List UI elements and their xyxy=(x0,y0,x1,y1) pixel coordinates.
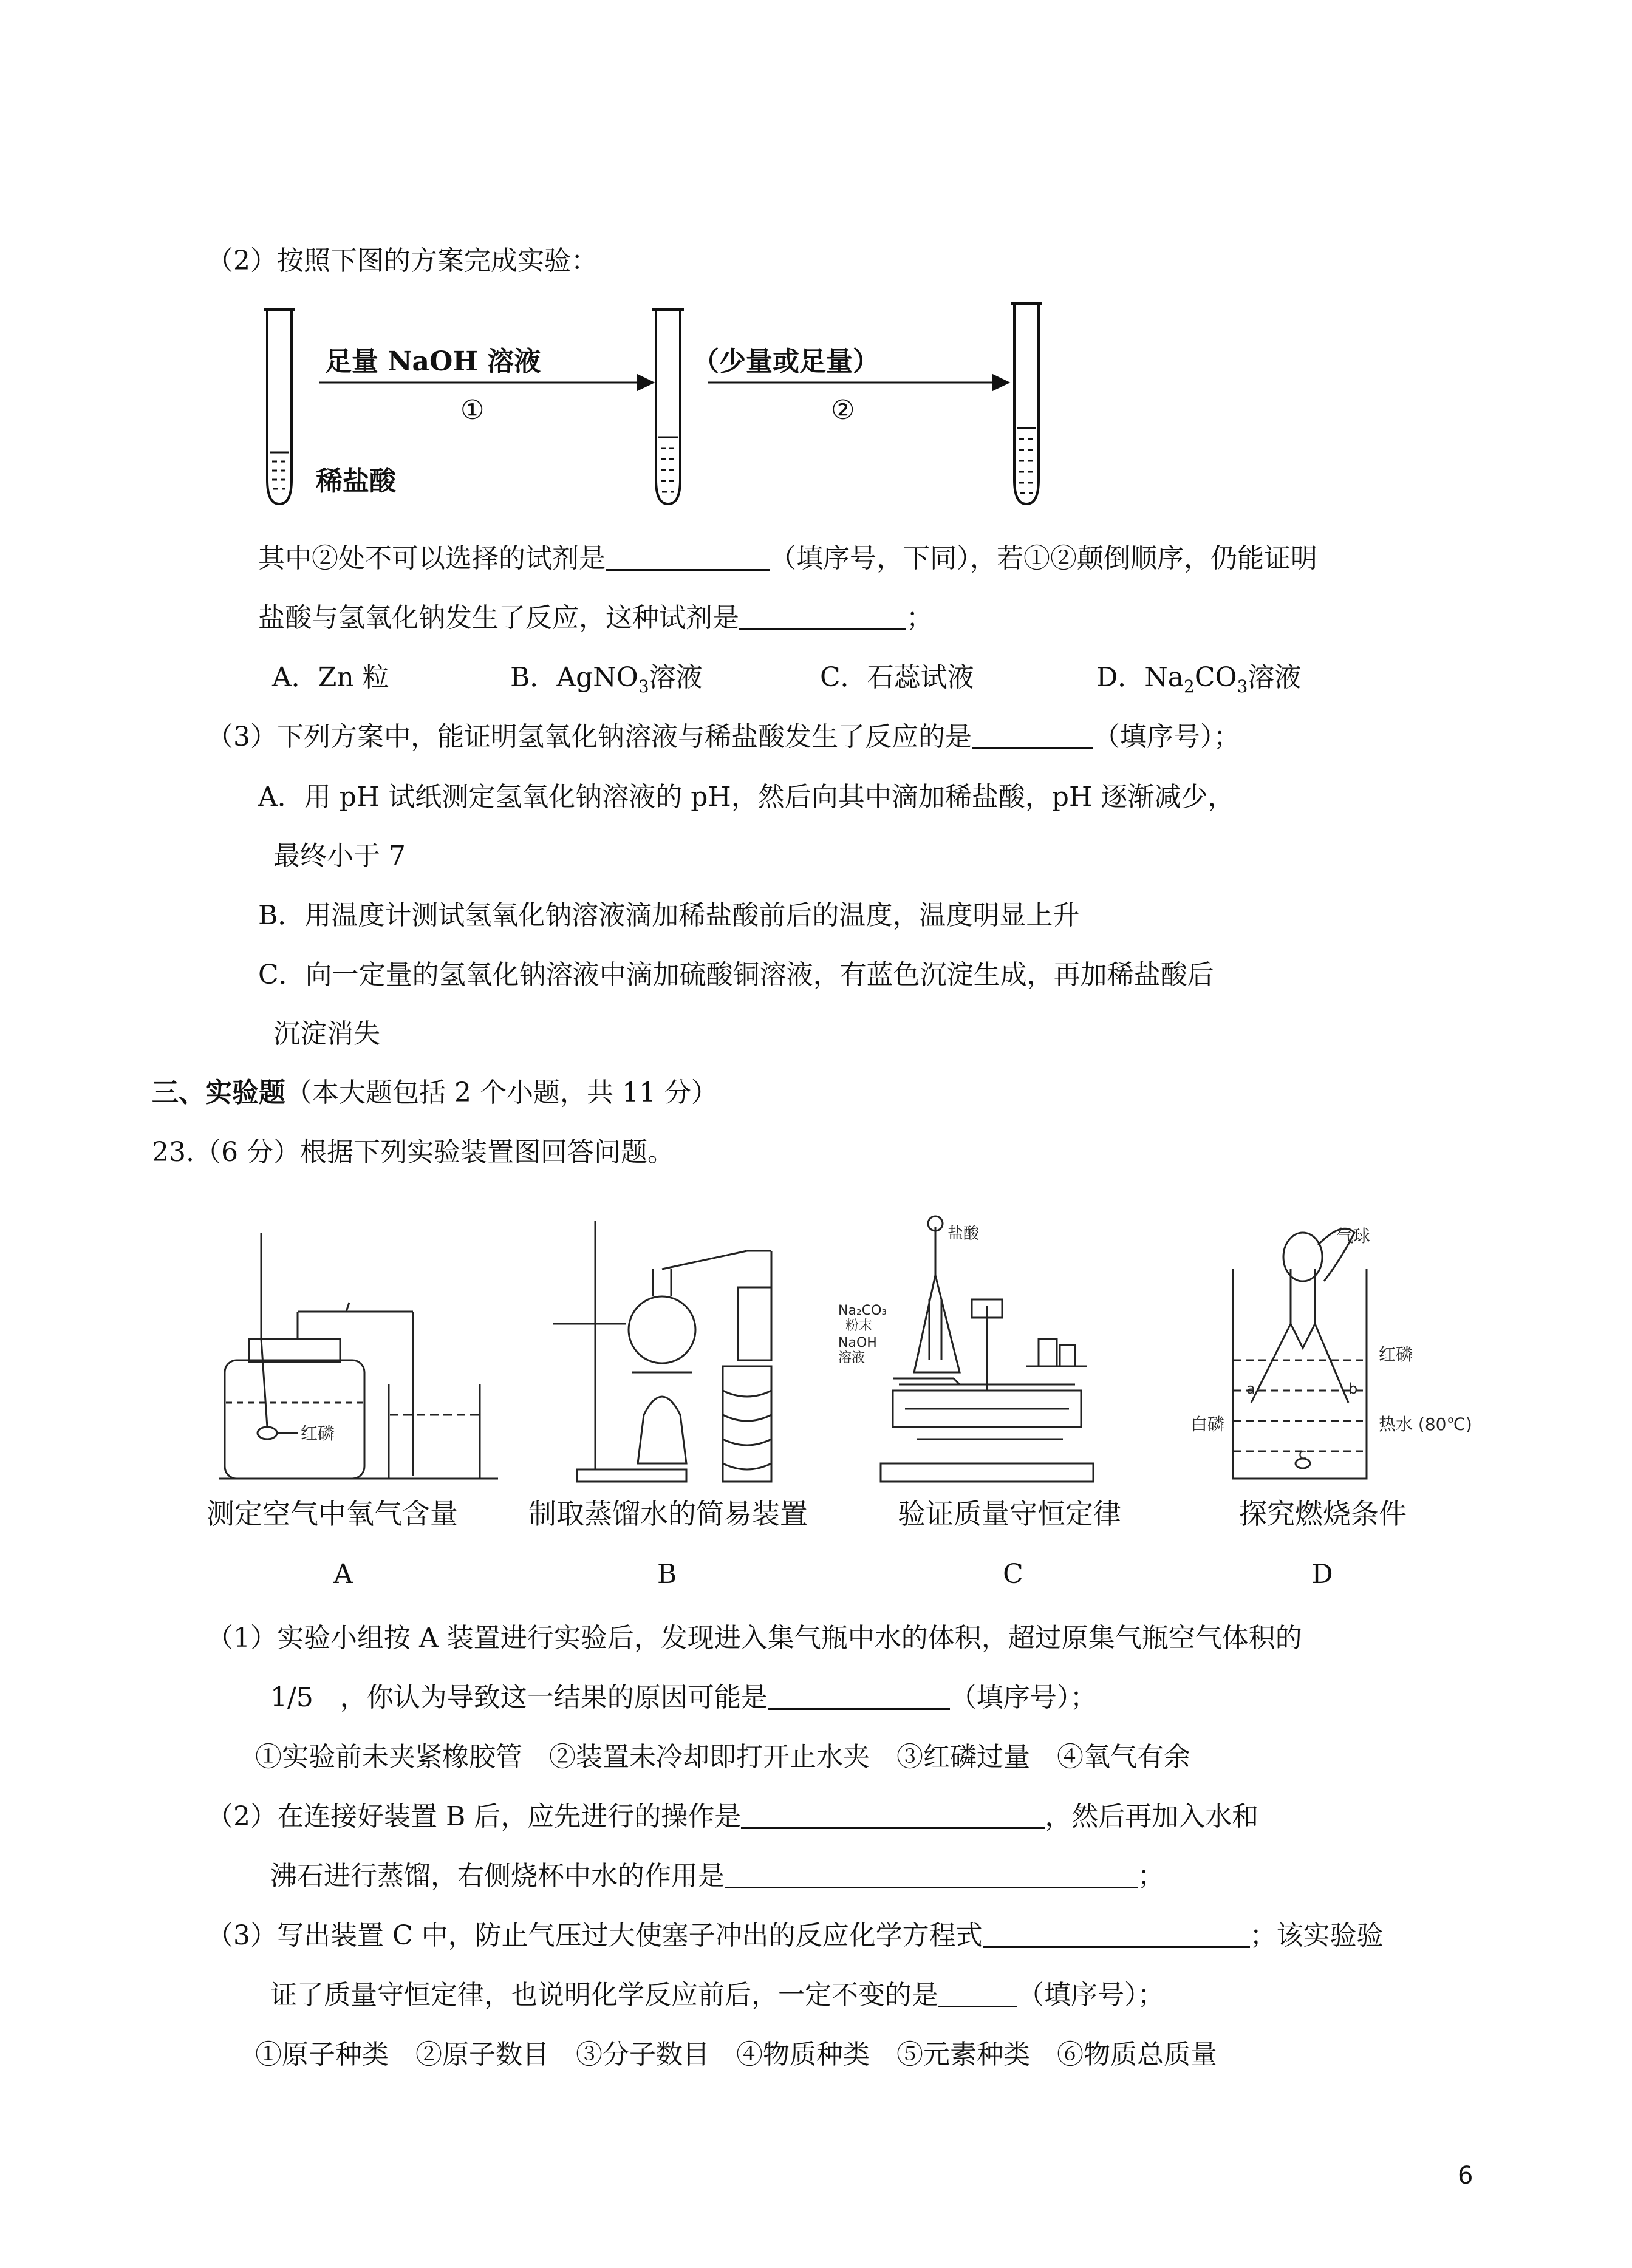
label-d-hot-water: 热水 (80℃) xyxy=(1379,1414,1472,1434)
apparatus-c xyxy=(881,1216,1093,1482)
reagent2-label: （少量或足量） xyxy=(692,346,879,377)
answer-blank[interactable] xyxy=(725,1862,1138,1888)
q23-p3-options: ①原子种类 ②原子数目 ③分子数目 ④物质种类 ⑤元素种类 ⑥物质总质量 xyxy=(255,2039,1217,2070)
caption-c: 验证质量守恒定律 xyxy=(898,1497,1121,1530)
letter-a: A xyxy=(333,1559,353,1590)
q22-part3-c1: C．向一定量的氢氧化钠溶液中滴加硫酸铜溶液，有蓝色沉淀生成，再加稀盐酸后 xyxy=(258,959,1214,990)
test-tube-2 xyxy=(652,310,684,504)
label-c-na2co3: Na₂CO₃ xyxy=(838,1303,887,1318)
step2-label: ② xyxy=(831,395,855,426)
acid-label: 稀盐酸 xyxy=(316,466,396,497)
letter-b: B xyxy=(657,1559,677,1590)
answer-blank[interactable] xyxy=(606,545,770,571)
apparatus-d xyxy=(1233,1228,1367,1479)
q22-part3-c2: 沉淀消失 xyxy=(273,1018,380,1049)
label-a-red-p: 红磷 xyxy=(301,1423,335,1443)
apparatus-figure xyxy=(200,1208,1524,1494)
label-d-a: a xyxy=(1246,1380,1255,1397)
q22-part3-b1: B．用温度计测试氢氧化钠溶液滴加稀盐酸前后的温度，温度明显上升 xyxy=(258,900,1080,931)
label-d-c: c xyxy=(1299,1445,1307,1462)
q23-p1-line2: 1/5 ，你认为导致这一结果的原因可能是 （填序号）； xyxy=(270,1682,1097,1713)
q23-p1-line1: （1）实验小组按 A 装置进行实验后，发现进入集气瓶中水的体积，超过原集气瓶空气体积的 xyxy=(207,1623,1302,1653)
label-d-b: b xyxy=(1348,1380,1358,1397)
option-d: D．$Na_2CO_3$溶液 xyxy=(1096,662,1302,696)
q22-part3-stem: （3）下列方案中，能证明氢氧化钠溶液与稀盐酸发生了反应的是 （填序号）； xyxy=(207,721,1240,752)
q23-p2-line1: （2）在连接好装置 B 后，应先进行的操作是 ，然后再加入水和 xyxy=(207,1801,1259,1832)
test-tube-3 xyxy=(1011,304,1042,504)
answer-blank[interactable] xyxy=(739,604,906,630)
label-c-powder: 粉末 xyxy=(845,1318,873,1333)
label-d-balloon: 气球 xyxy=(1336,1226,1371,1246)
apparatus-b xyxy=(553,1221,771,1482)
reagent1-label: 足量 NaOH 溶液 xyxy=(325,346,541,377)
q23-p3-line2: 证了质量守恒定律，也说明化学反应前后，一定不变的是 （填序号）； xyxy=(270,1980,1164,2011)
section3-heading: 三、实验题（本大题包括 2 个小题，共 11 分） xyxy=(152,1077,718,1108)
label-d-red-p: 红磷 xyxy=(1379,1344,1413,1364)
label-c-solution: 溶液 xyxy=(838,1350,866,1366)
option-c: C．石蕊试液 xyxy=(820,662,974,693)
letter-d: D xyxy=(1311,1559,1333,1590)
step1-label: ① xyxy=(460,395,485,426)
q22-part2-intro: （2）按照下图的方案完成实验： xyxy=(207,245,598,276)
page-number: 6 xyxy=(1458,2162,1473,2190)
q22-part3-a1: A．用 pH 试纸测定氢氧化钠溶液的 pH，然后向其中滴加稀盐酸，pH 逐渐减少， xyxy=(258,782,1235,812)
option-b: B．AgNO$_3$溶液 xyxy=(510,662,703,696)
q22-part2-line1: 其中②处不可以选择的试剂是 （填序号，下同），若①②颠倒顺序，仍能证明 xyxy=(258,543,1317,574)
label-d-white-p: 白磷 xyxy=(1190,1414,1225,1434)
caption-b: 制取蒸馏水的简易装置 xyxy=(528,1497,808,1530)
answer-blank[interactable] xyxy=(741,1803,1045,1829)
answer-blank[interactable] xyxy=(983,1922,1250,1948)
label-c-hcl: 盐酸 xyxy=(947,1225,980,1243)
label-c-naoh: NaOH xyxy=(838,1335,877,1350)
option-a: A．Zn 粒 xyxy=(272,662,389,693)
q23-p3-line1: （3）写出装置 C 中，防止气压过大使塞子冲出的反应化学方程式 ；该实验验 xyxy=(207,1920,1384,1951)
test-tube-1 xyxy=(264,310,295,504)
q23-stem: 23.（6 分）根据下列实验装置图回答问题。 xyxy=(152,1137,674,1168)
answer-blank[interactable] xyxy=(768,1684,950,1710)
q22-part2-line2: 盐酸与氢氧化钠发生了反应，这种试剂是 ； xyxy=(258,602,933,633)
caption-d: 探究燃烧条件 xyxy=(1239,1497,1407,1530)
caption-a: 测定空气中氧气含量 xyxy=(207,1497,458,1530)
q23-p1-options: ①实验前未夹紧橡胶管 ②装置未冷却即打开止水夹 ③红磷过量 ④氧气有余 xyxy=(255,1742,1190,1773)
answer-blank[interactable] xyxy=(972,723,1093,749)
apparatus-a xyxy=(219,1233,498,1479)
q22-part3-a2: 最终小于 7 xyxy=(273,840,406,871)
answer-blank[interactable] xyxy=(938,1981,1017,2007)
q23-p2-line2: 沸石进行蒸馏，右侧烧杯中水的作用是 ； xyxy=(270,1861,1164,1892)
letter-c: C xyxy=(1003,1559,1023,1590)
